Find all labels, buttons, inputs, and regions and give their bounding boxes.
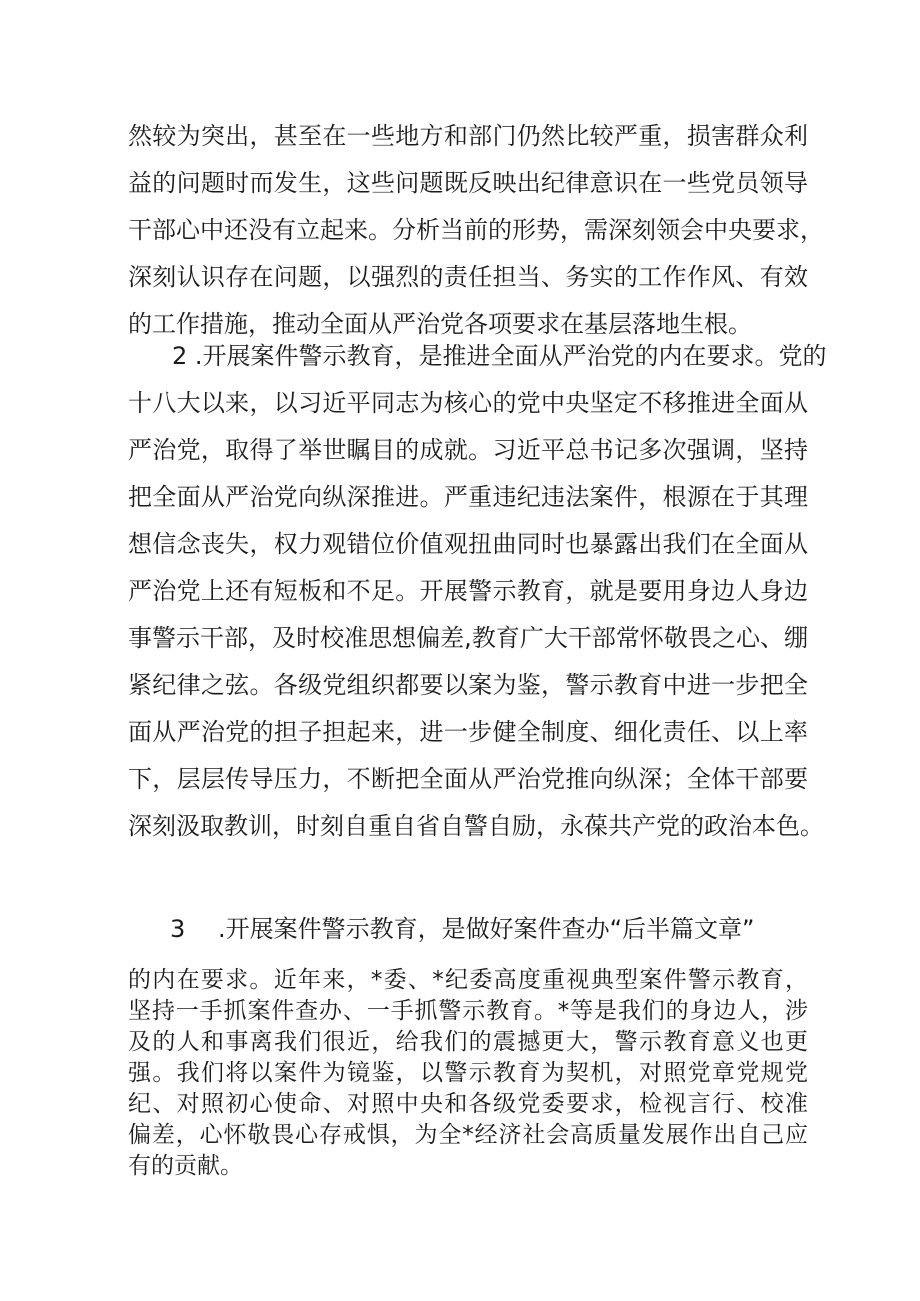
paragraph-line: 面从严治党的担子担起来，进一步健全制度、细化责任、以上率 [128,718,808,746]
paragraph-line: 十八大以来，以习近平同志为核心的党中央坚定不移推进全面从 [128,389,808,417]
paragraph-line: 紧纪律之弦。各级党组织都要以案为鉴，警示教育中进一步把全 [128,671,808,699]
paragraph-1 [128,113,824,348]
paragraph-line: 深刻汲取教训，时刻自重自省自警自励，永葆共产党的政治本色。 [128,812,824,840]
paragraph-2 [128,333,827,850]
paragraph-line: 的工作措施，推动全面从严治党各项要求在基层落地生根。 [128,310,752,338]
paragraph-line: 深刻认识存在问题，以强烈的责任担当、务实的工作作风、有效 [128,263,808,291]
paragraph-line: 及的人和事离我们很近，给我们的震撼更大，警示教育意义也更 [128,1029,808,1055]
paragraph-line: 坚持一手抓案件查办、一手抓警示教育。*等是我们的身边人，涉 [128,998,808,1024]
paragraph-line: 把全面从严治党向纵深推进。严重违纪违法案件，根源在于其理 [128,483,808,511]
paragraph-line: 偏差，心怀敬畏心存戒惧，为全*经济社会高质量发展作出自己应 [128,1122,808,1148]
paragraph-line: 2 .开展案件警示教育，是推进全面从严治党的内在要求。党的 [172,342,827,370]
paragraph-3-heading [170,909,755,949]
paragraph-line: 的内在要求。近年来，*委、*纪委高度重视典型案件警示教育， [128,967,808,993]
paragraph-line: 事警示干部，及时校准思想偏差,教育广大干部常怀敬畏之心、绷 [128,624,808,652]
paragraph-line: 下，层层传导压力，不断把全面从严治党推向纵深；全体干部要 [128,765,808,793]
paragraph-line: 严治党，取得了举世瞩目的成就。习近平总书记多次强调，坚持 [128,436,808,464]
paragraph-line: 纪、对照初心使命、对照中央和各级党委要求，检视言行、校准 [128,1091,808,1117]
section-number: 3 [170,915,186,943]
paragraph-line: 然较为突出，甚至在一些地方和部门仍然比较严重，损害群众利 [128,122,808,150]
paragraph-line: 想信念丧失，权力观错位价值观扭曲同时也暴露出我们在全面从 [128,530,808,558]
paragraph-line: 干部心中还没有立起来。分析当前的形势，需深刻领会中央要求， [128,216,824,244]
paragraph-line: 强。我们将以案件为镜鉴，以警示教育为契机，对照党章党规党 [128,1060,808,1086]
paragraph-line: 有的贡献。 [128,1153,243,1179]
paragraph-3 [128,965,808,1182]
section-heading-text: .开展案件警示教育，是做好案件查办“后半篇文章” [218,915,755,943]
paragraph-line: 严治党上还有短板和不足。开展警示教育，就是要用身边人身边 [128,577,808,605]
paragraph-line: 益的问题时而发生，这些问题既反映出纪律意识在一些党员领导 [128,169,808,197]
